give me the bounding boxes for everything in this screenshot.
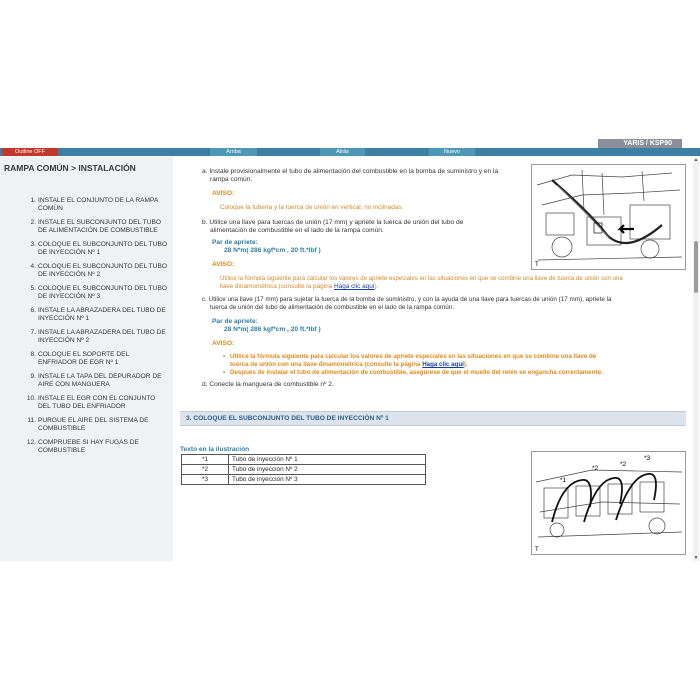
illustration-1 <box>531 164 686 270</box>
table-row <box>182 465 426 475</box>
table-row <box>182 455 426 465</box>
aviso-3-b1-post: ). <box>463 361 468 368</box>
legend-title: Texto en la ilustración <box>180 446 250 453</box>
section-3-title: 3. COLOQUE EL SUBCONJUNTO DEL TUBO DE INYECCIÓN Nº 1 <box>186 415 389 422</box>
aviso-3-bullet-1: • Utilice la fórmula siguiente para calcular los valores de apriete especiales en las situaciones en que se combine una llave de <box>223 353 597 360</box>
callout-label: *2 <box>620 461 627 468</box>
section-3-header <box>180 411 686 426</box>
aviso-3-title: AVISO: <box>212 340 235 347</box>
aviso-3-b1-line1: Utilice la fórmula siguiente para calcular los valores de apriete especiales en las situaciones en que se combine una llave de <box>230 353 597 360</box>
step-c-line1: c. Utilice una llave (17 mm) para sujetar la tuerca de la bomba de suministro, y con la ayuda de una llave para tuercas de unión (17 mm), apriete la <box>202 296 612 303</box>
figure-1-corner-label: T <box>535 262 539 268</box>
torque-1-title: Par de apriete: <box>212 239 258 246</box>
sidebar-title: RAMPA COMÚN > INSTALACIÓN <box>4 163 136 173</box>
model-label: YARIS / KSP90 <box>598 139 682 149</box>
aviso-2-title: AVISO: <box>212 261 235 268</box>
legend-key: *1 <box>182 455 229 465</box>
aviso-3-bullets <box>223 353 688 377</box>
callout-label: *2 <box>592 465 599 472</box>
aviso-3-b2-text: Después de instalar el tubo de alimentación de combustible, asegúrese de que el muelle del retén se engancha correctamente. <box>230 369 603 376</box>
legend-table <box>181 454 426 485</box>
step-b-line2: alimentación de combustible en el lado de la rampa común. <box>210 227 384 234</box>
new-button[interactable]: Nuevo <box>429 148 475 156</box>
step-b-line1: b. Utilice una llave para tuercas de unión (17 mm) y apriete la tuerca de unión del tubo de <box>202 219 464 226</box>
aviso-1-title: AVISO: <box>212 190 235 197</box>
legend-key: *3 <box>182 475 229 485</box>
callout-label: *1 <box>560 477 567 484</box>
outline-toggle-button[interactable]: Outline OFF <box>2 148 58 156</box>
aviso-3-bullet-2: • Después de instalar el tubo de alimentación de combustible, asegúrese de que el muelle del retén se engancha correctamente. <box>223 369 603 376</box>
step-c-line2: tuerca de unión del tubo de alimentación de combustible en el lado de la rampa común. <box>210 304 454 311</box>
top-blank-area <box>0 0 700 138</box>
step-a <box>202 168 532 184</box>
up-button[interactable]: Arriba <box>210 148 257 156</box>
step-a-line2: rampa común. <box>210 176 253 183</box>
back-button[interactable]: Atrás <box>320 148 365 156</box>
legend-key: *2 <box>182 465 229 475</box>
callout-label: *3 <box>644 455 651 462</box>
aviso-2-line2-pre: llave dinamométrica (consulte la página <box>220 283 335 290</box>
legend-value: Tubo de inyección Nº 3 <box>229 475 426 485</box>
content-panel <box>176 157 688 561</box>
torque-2-title: Par de apriete: <box>212 318 258 325</box>
aviso-3-b1-line2 <box>230 361 688 369</box>
legend-value: Tubo de inyección Nº 2 <box>229 465 426 475</box>
aviso-2-link[interactable]: Haga clic aquí <box>334 283 375 290</box>
scrollbar-thumb[interactable] <box>694 241 698 293</box>
aviso-2-line2 <box>220 283 688 291</box>
table-row <box>182 475 426 485</box>
triangle-down-icon[interactable]: ▼ <box>693 555 699 561</box>
aviso-2-text <box>220 275 688 291</box>
aviso-3-link[interactable]: Haga clic aquí <box>422 361 464 368</box>
aviso-3-b1-pre: tuerca de unión con una llave dinamométrica (consulte la página <box>230 361 423 368</box>
step-c <box>202 296 688 312</box>
step-b <box>202 219 532 235</box>
aviso-2-line1: Utilice la fórmula siguiente para calcular los valores de apriete especiales en las situaciones en que se combine una llave de tuerca de unión con una <box>220 275 623 282</box>
vertical-scrollbar[interactable] <box>693 157 699 561</box>
triangle-up-icon[interactable]: ▲ <box>693 157 699 163</box>
pointer-arrow-icon <box>620 225 634 233</box>
engine-illustration-1 <box>532 165 685 269</box>
aviso-1-text: Coloque la tubería y la tuerca de unión en vertical, no inclinadas. <box>220 204 404 211</box>
torque-1-value: 28 N*m( 286 kgf*cm , 20 ft.*lbf ) <box>224 247 321 254</box>
illustration-2 <box>531 451 686 555</box>
step-a-line1: a. Instale provisionalmente el tubo de alimentación del combustible en la bomba de suministro y en la <box>202 168 499 175</box>
engine-illustration-2 <box>532 452 685 554</box>
sidebar: RAMPA COMÚN > INSTALACIÓN 1. INSTALE EL CONJUNTO DE LA RAMPA COMÚN 2. INSTALE EL SUBCONJUNTO DEL TUBO DE ALIMENTACIÓN DE COMBUSTIBLE 3. COLOQUE EL SUBCONJUNTO DEL TUBO DE INYECCIÓN Nº 1 4. COLOQUE EL SUBCONJUNTO DEL TUBO DE INYECCIÓN Nº 2 5. COLOQUE EL SUBCONJUNTO DEL TUBO DE INYECCIÓN Nº 3 6. INSTALE LA ABRAZADERA DEL TUBO DE INYECCIÓN Nº 1 7. INSTALE LA ABRAZADERA DEL TUBO DE INYECCIÓN Nº 2 8. COLOQUE EL SOPORTE DEL ENFRIADOR DE EGR Nº 1 9. INSTALE LA TAPA DEL DEPURADOR DE AIRE CON MANGUERA 10. INSTALE EL EGR CON EL CONJUNTO DEL TUBO DEL ENFRIADOR 11. PURGUE EL AIRE DEL SISTEMA DE COMBUSTIBLE 12. COMPRUEBE SI HAY FUGAS DE COMBUSTIBLE <box>0 157 173 561</box>
legend-value: Tubo de inyección Nº 1 <box>229 455 426 465</box>
bottom-blank-area <box>0 561 700 700</box>
torque-2-value: 28 N*m( 286 kgf*cm , 20 ft.*lbf ) <box>224 326 321 333</box>
step-d: d. Conecte la manguera de combustible nº 2. <box>202 381 334 388</box>
figure-2-corner-label: T <box>535 547 539 553</box>
aviso-2-line2-post: ). <box>374 283 379 290</box>
